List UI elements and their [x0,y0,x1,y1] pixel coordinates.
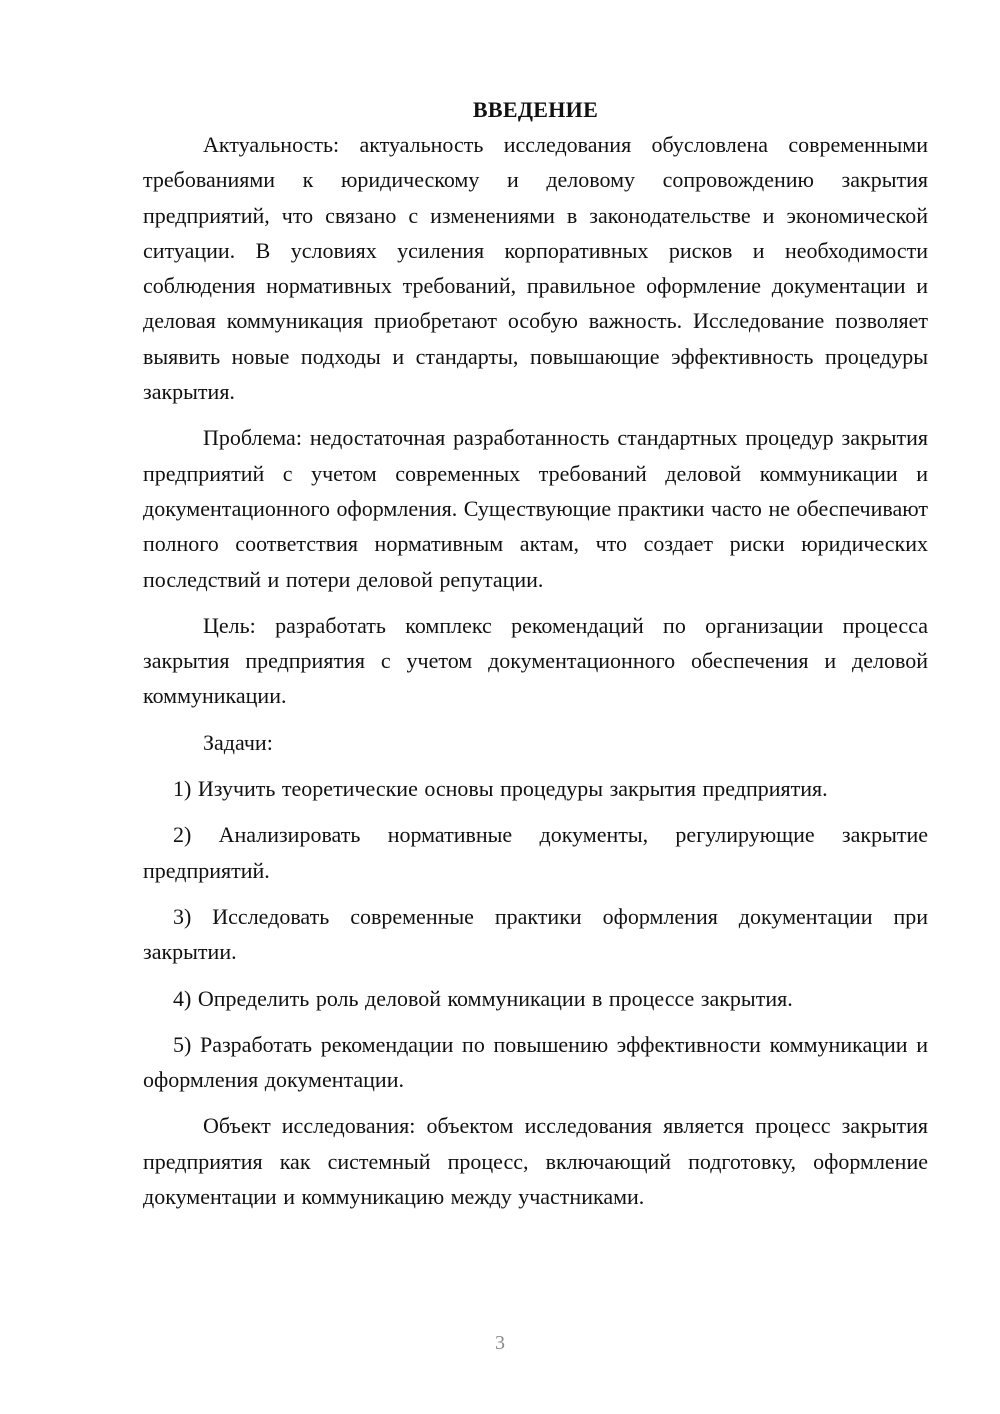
problem-paragraph: Проблема: недостаточная разработанность стандартных процедур закрытия предприятий с учетом современных требований деловой коммуникации и документационного оформления. Существующие практики часто не обеспечивают полного соответствия нормативным актам, что создает риски юридических последствий и потери деловой репутации. [143,425,928,592]
task-item-1: 1) Изучить теоретические основы процедуры закрытия предприятия. [173,776,828,802]
page-number: 3 [495,1332,505,1354]
relevance-paragraph: Актуальность: актуальность исследования обусловлена современными требованиями к юридическому и деловому сопровождению закрытия предприятий, что связано с изменениями в законодательстве и экономической ситуации. В условиях усиления корпоративных рисков и необходимости соблюдения нормативных требований, правильное оформление документации и деловая коммуникация приобретают особую важность. Исследование позволяет выявить новые подходы и стандарты, повышающие эффективность процедуры закрытия. [143,132,928,405]
task-item-3: 3) Исследовать современные практики оформления документации при закрытии. [143,903,928,965]
object-paragraph: Объект исследования: объектом исследования является процесс закрытия предприятия как системный процесс, включающий подготовку, оформление документации и коммуникацию между участниками. [143,1113,928,1210]
document-page [143,92,928,1225]
task-item-5: 5) Разработать рекомендации по повышению эффективности коммуникации и оформления документации. [143,1031,928,1093]
task-item-2: 2) Анализировать нормативные документы, регулирующие закрытие предприятий. [143,822,928,883]
task-item-4: 4) Определить роль деловой коммуникации в процессе закрытия. [173,985,793,1011]
section-heading: ВВЕДЕНИЕ [472,97,599,122]
goal-paragraph: Цель: разработать комплекс рекомендаций по организации процесса закрытия предприятия с учетом документационного обеспечения и деловой коммуникации. [143,612,928,709]
tasks-label: Задачи: [203,729,273,755]
